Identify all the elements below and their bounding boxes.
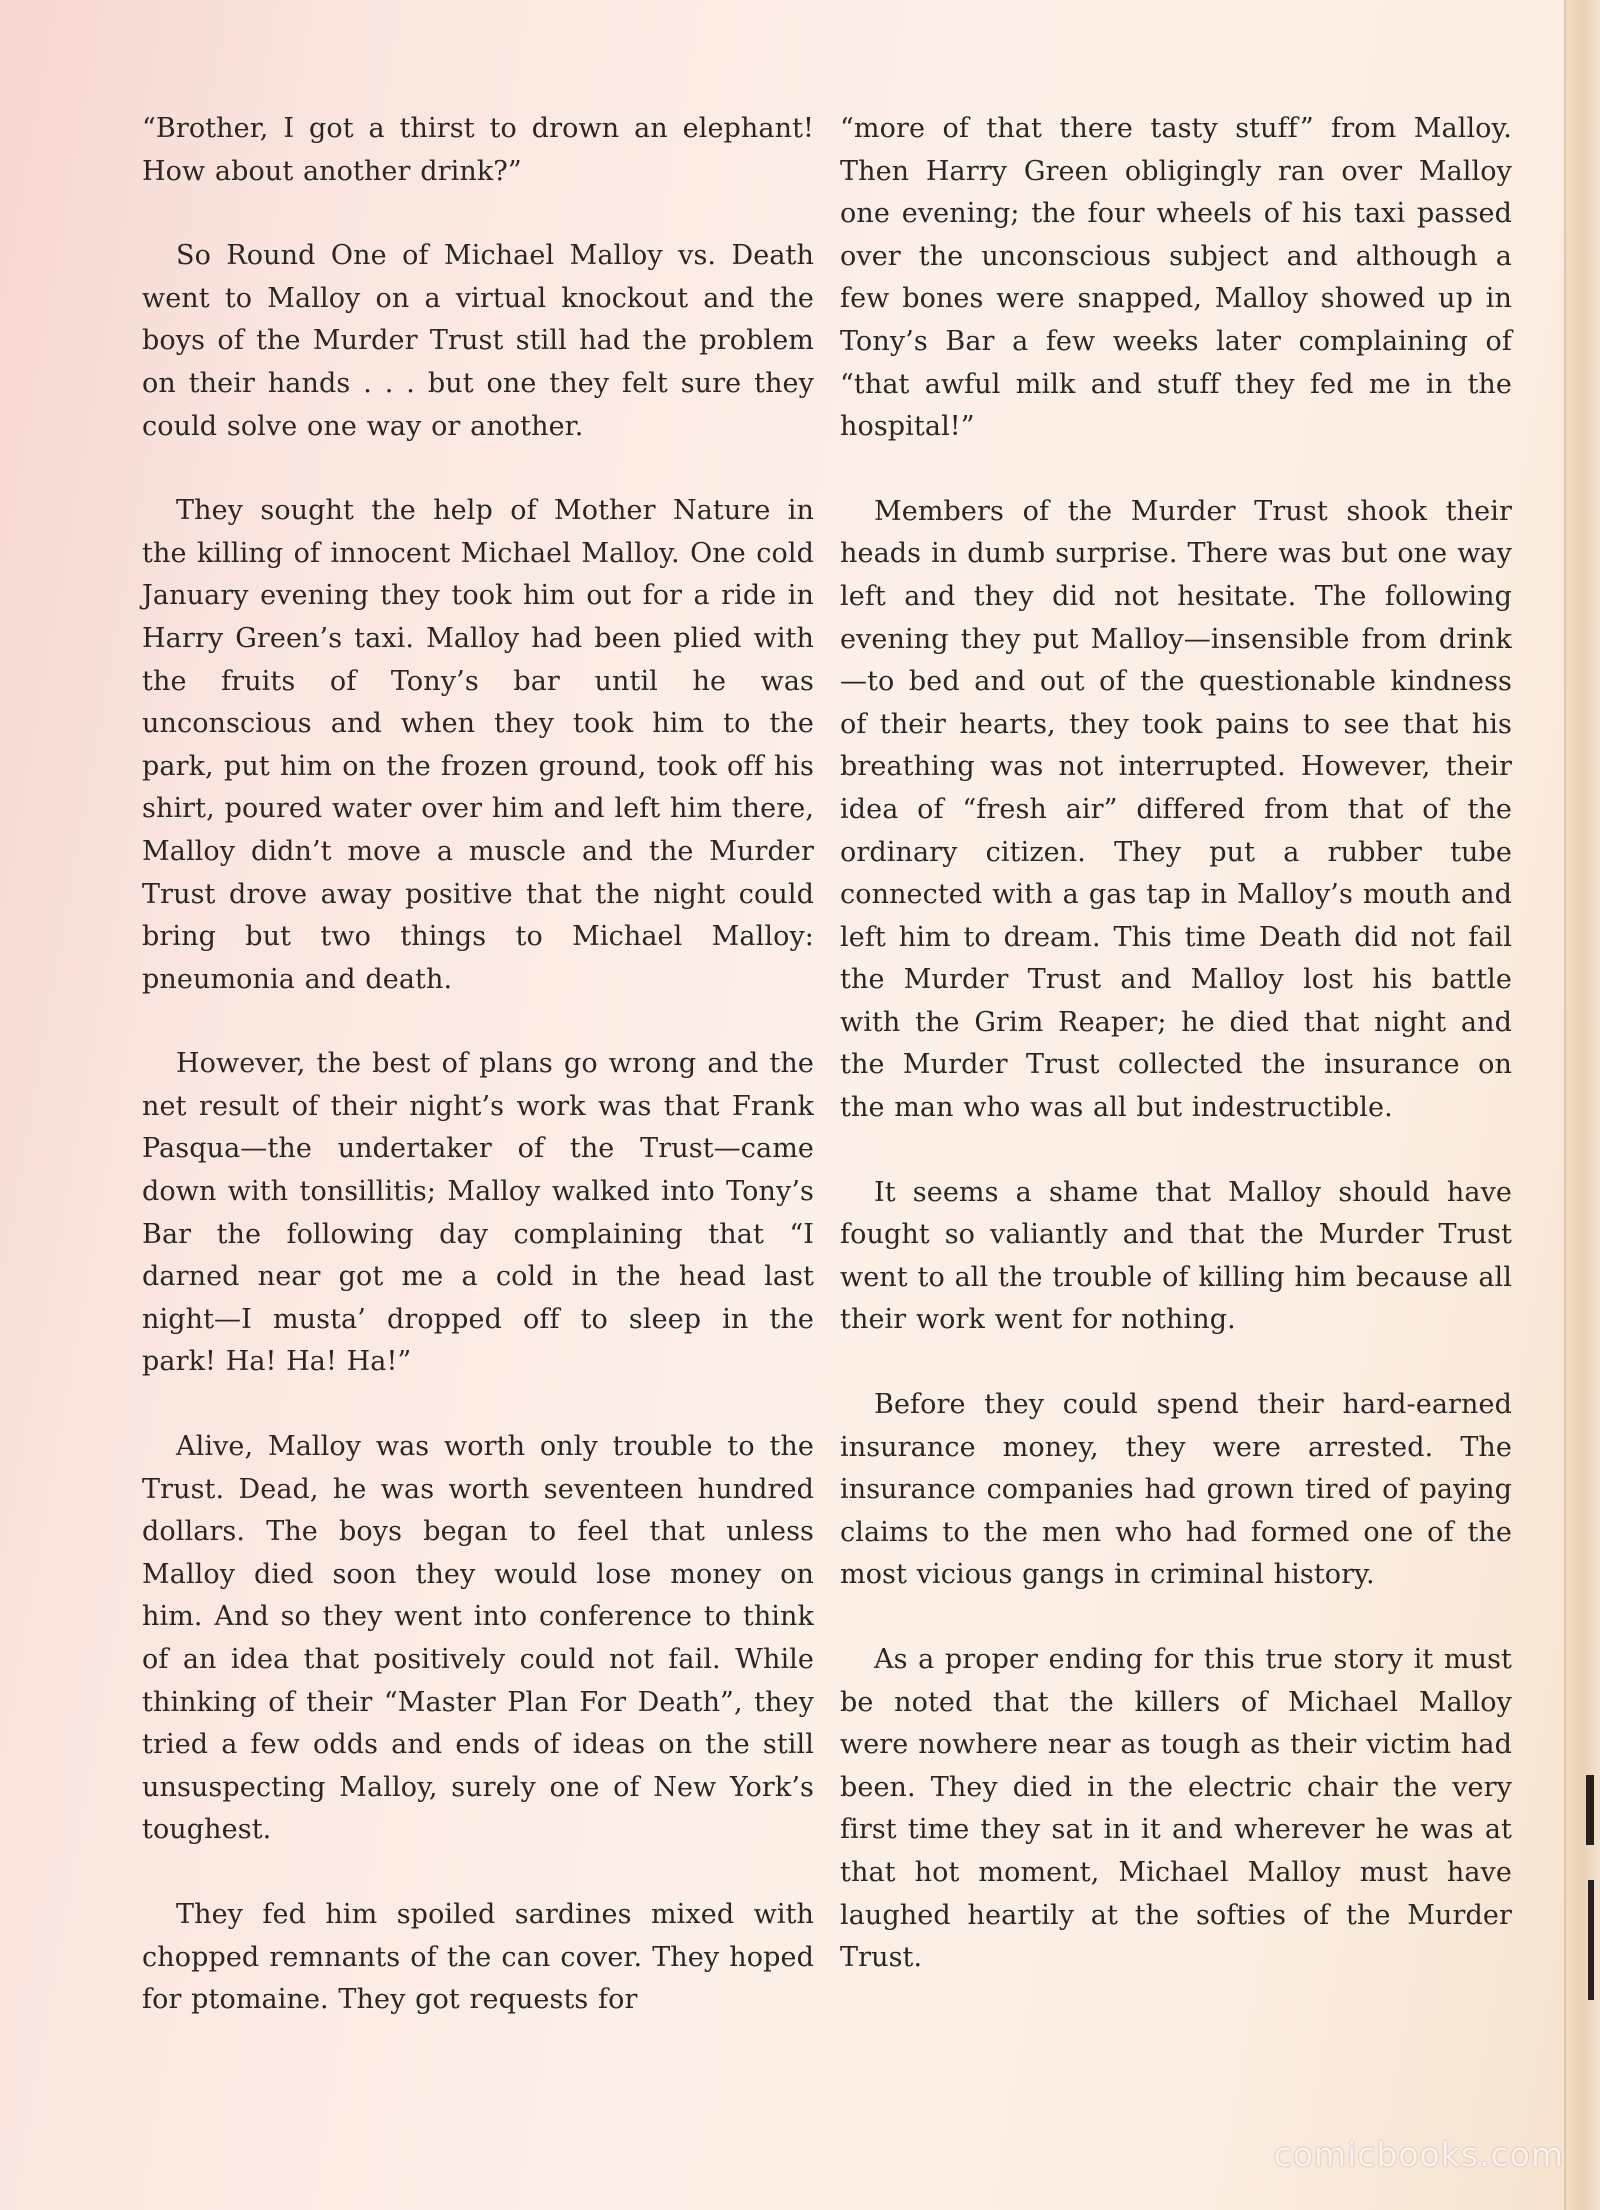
page-spine bbox=[1564, 0, 1600, 2210]
paragraph: Alive, Malloy was worth only trouble to the Trust. Dead, he was worth seventeen hundred dollars. The boys began to feel that unless Malloy died soon they would lose money on him. And so they went into conference to think of an idea that positively could not fail. While thinking of their “Master Plan For Death”, they tried a few odds and ends of ideas on the still unsuspecting Malloy, surely one of New York’s toughest. bbox=[142, 1431, 814, 1846]
paragraph: They sought the help of Mother Nature in the killing of innocent Michael Malloy. One cold January evening they took him out for a ride in Harry Green’s taxi. Malloy had been plied with the fruits of Tony’s bar until he was unconscious and when they took him to the park, put him on the frozen ground, took off his shirt, poured water over him and left him there, Malloy didn’t move a muscle and the Murder Trust drove away positive that the night could bring but two things to Michael Malloy: pneumonia and death. bbox=[142, 495, 814, 995]
paragraph: As a proper ending for this true story it must be noted that the killers of Michael Malloy were nowhere near as tough as their victim had been. They died in the electric chair the very first time they sat in it and wherever he was at that hot moment, Michael Malloy must have laughed heartily at the softies of the Murder Trust. bbox=[840, 1644, 1512, 1974]
paragraph: However, the best of plans go wrong and the net result of their night’s work was that Frank Pasqua—the undertaker of the Trust—came down with tonsillitis; Malloy walked into Tony’s Bar the following day complaining that “I darned near got me a cold in the head last night—I musta’ dropped off to sleep in the park! Ha! Ha! Ha!” bbox=[142, 1048, 814, 1378]
paragraph: They fed him spoiled sardines mixed with chopped remnants of the can cover. They hoped for ptomaine. They got requests for bbox=[142, 1898, 814, 2016]
paragraph: Members of the Murder Trust shook their heads in dumb surprise. There was but one way left and they did not hesitate. The following evening they put Malloy—insensible from drink—to bed and out of the questionable kindness of their hearts, they took pains to see that his breathing was not interrupted. However, their idea of “fresh air” differed from that of the ordinary citizen. They put a rubber tube connected with a gas tap in Malloy’s mouth and left him to dream. This time Death did not fail the Murder Trust and Malloy lost his battle with the Grim Reaper; he died that night and the Murder Trust collected the insurance on the man who was all but indestructible. bbox=[840, 495, 1512, 1124]
margin-mark bbox=[1586, 1775, 1594, 1845]
paragraph: “Brother, I got a thirst to drown an elephant! How about another drink?” bbox=[142, 113, 814, 187]
left-text-column bbox=[142, 108, 814, 2064]
watermark: comicbooks.com bbox=[1273, 2135, 1564, 2174]
paragraph: It seems a shame that Malloy should have fought so valiantly and that the Murder Trust went to all the trouble of killing him because all their work went for nothing. bbox=[840, 1176, 1512, 1336]
margin-mark bbox=[1588, 1880, 1594, 2000]
paragraph: Before they could spend their hard-earned insurance money, they were arrested. The insurance companies had grown tired of paying claims to the men who had formed one of the most vicious gangs in criminal history. bbox=[840, 1389, 1512, 1591]
right-text-column bbox=[840, 108, 1512, 2022]
paragraph: So Round One of Michael Malloy vs. Death went to Malloy on a virtual knockout and the boys of the Murder Trust still had the problem on their hands . . . but one they felt sure they could solve one way or another. bbox=[142, 240, 814, 442]
paragraph: “more of that there tasty stuff” from Malloy. Then Harry Green obligingly ran over Malloy one evening; the four wheels of his taxi passed over the unconscious subject and although a few bones were snapped, Malloy showed up in Tony’s Bar a few weeks later complaining of “that awful milk and stuff they fed me in the hospital!” bbox=[840, 113, 1512, 443]
